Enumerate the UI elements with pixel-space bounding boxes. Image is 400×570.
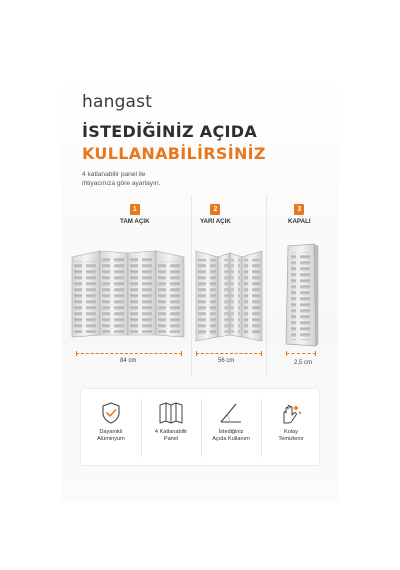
feature-durable-aluminum xyxy=(83,401,139,443)
divider xyxy=(261,399,262,457)
feature-easy-clean xyxy=(263,401,319,443)
divider xyxy=(201,399,202,457)
dimension-label: 56 cm xyxy=(218,358,235,364)
feature-text-line-2: Temizlenir xyxy=(278,436,304,442)
fully-open-panel-image xyxy=(70,245,186,345)
step-number-badge: 1 xyxy=(130,204,140,215)
shield-check-icon xyxy=(99,401,123,425)
width-dimension-line xyxy=(286,353,316,354)
feature-box xyxy=(80,388,320,466)
closed-panel-image xyxy=(284,242,320,348)
subtitle xyxy=(82,170,202,188)
step-half-open xyxy=(200,198,231,225)
width-dimension-line xyxy=(196,353,262,354)
folding-panel-icon xyxy=(158,401,184,425)
subtitle-line-2: ihtiyacınıza göre ayarlayın. xyxy=(82,180,161,187)
dimension-label: 2,5 cm xyxy=(294,360,313,366)
half-open-panel-image xyxy=(194,245,264,345)
cleaning-hand-icon xyxy=(278,401,304,425)
feature-text-line-2: Açıda Kullanım xyxy=(212,436,250,442)
angle-icon xyxy=(218,401,244,425)
subtitle-line-1: 4 katlanabilir panel ile xyxy=(82,171,146,178)
step-full-open xyxy=(120,198,150,225)
dimension-label: 84 cm xyxy=(120,358,137,364)
feature-text-line-2: Panel xyxy=(163,436,179,442)
feature-text-line-2: Alüminyum xyxy=(97,436,125,442)
headline-line-2: KULLANABİLİRSİNİZ xyxy=(82,144,266,163)
width-dimension-line xyxy=(76,353,182,354)
feature-text-line-1: 4 Katlanabilir xyxy=(154,429,188,435)
step-label: KAPALI xyxy=(288,218,311,225)
divider xyxy=(191,195,192,375)
feature-text-line-1: Dayanıklı xyxy=(99,429,123,435)
brand-logo: hangast xyxy=(82,92,153,112)
step-number-badge: 2 xyxy=(210,204,220,215)
feature-text-line-1: İstediğiniz xyxy=(218,429,244,435)
feature-foldable-panel xyxy=(143,401,199,443)
headline-line-1: İSTEDİĞİNİZ AÇIDA xyxy=(82,122,257,141)
product-infographic xyxy=(62,70,338,502)
step-label: TAM AÇIK xyxy=(120,218,150,225)
step-closed xyxy=(288,198,311,225)
step-number-badge: 3 xyxy=(294,204,304,215)
feature-text-line-1: Kolay xyxy=(284,429,298,435)
step-label: YARI AÇIK xyxy=(200,218,231,225)
divider xyxy=(141,399,142,457)
feature-any-angle xyxy=(203,401,259,443)
divider xyxy=(266,195,267,375)
